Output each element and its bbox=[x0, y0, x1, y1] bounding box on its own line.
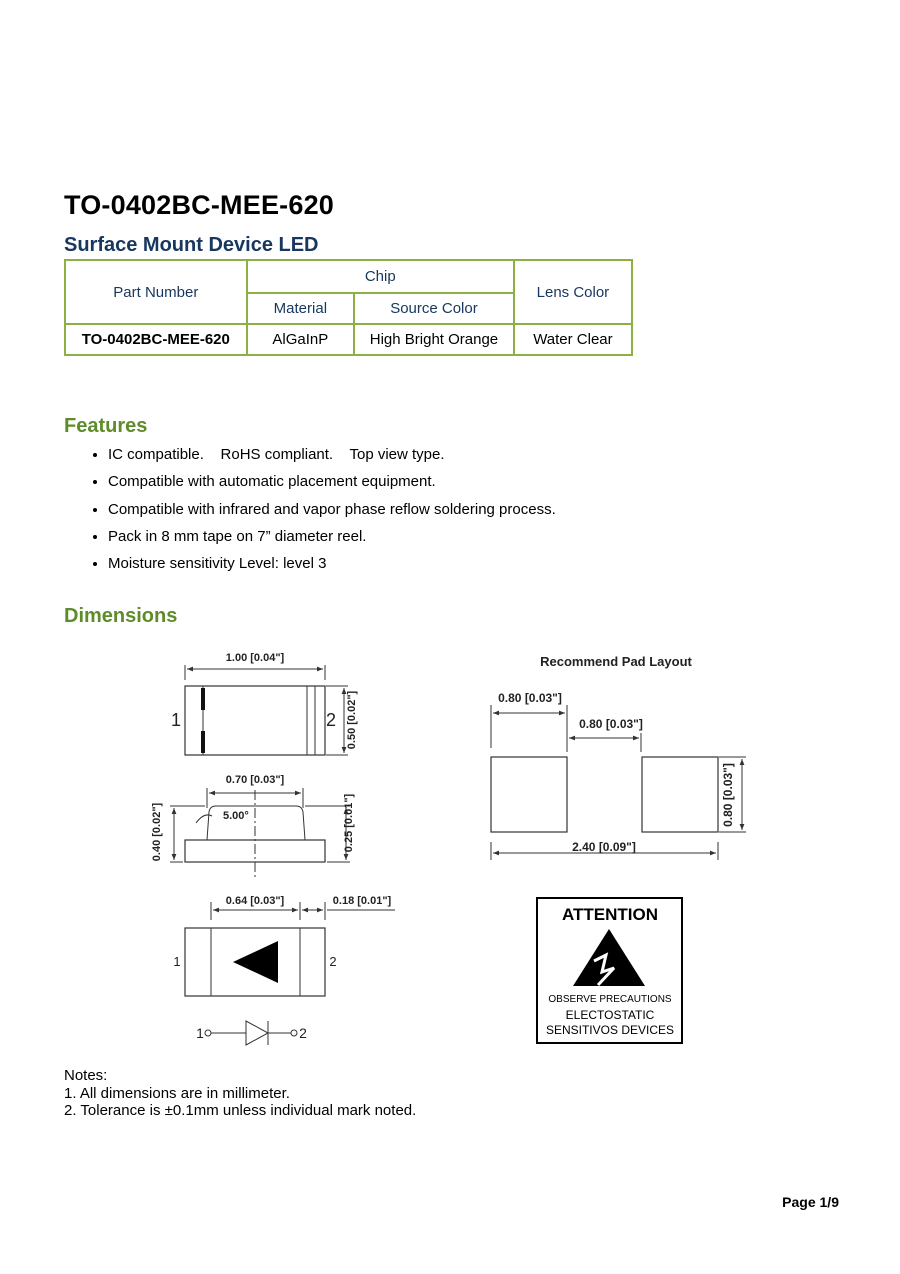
bottom-pin-left: 1 bbox=[173, 954, 181, 969]
list-item: • Compatible with automatic placement equipment. bbox=[108, 468, 556, 495]
pad-total-width-label: 2.40 [0.09"] bbox=[572, 840, 636, 854]
top-width-label: 1.00 [0.04"] bbox=[225, 652, 285, 664]
page-number: Page 1/9 bbox=[782, 1194, 839, 1210]
esd-line-2: ELECTOSTATIC bbox=[565, 1008, 655, 1022]
notes-heading: Notes: bbox=[64, 1067, 108, 1084]
symbol-pin-left: 1 bbox=[196, 1025, 204, 1041]
symbol-pin-right: 2 bbox=[299, 1025, 307, 1041]
dimensions-heading: Dimensions bbox=[64, 605, 178, 627]
bottom-view-drawing bbox=[185, 902, 395, 996]
esd-line-1: OBSERVE PRECAUTIONS bbox=[548, 994, 672, 1005]
pad-width-label: 0.80 [0.03"] bbox=[498, 691, 562, 705]
list-item: • Moisture sensitivity Level: level 3 bbox=[108, 550, 556, 577]
side-view-drawing bbox=[170, 788, 350, 880]
side-total-height-label: 0.40 [0.02"] bbox=[151, 802, 163, 862]
source-color-header: Source Color bbox=[354, 293, 514, 324]
pad-gap-label: 0.80 [0.03"] bbox=[579, 717, 643, 731]
diode-symbol bbox=[205, 1021, 297, 1045]
lens-color-cell: Water Clear bbox=[514, 324, 632, 355]
bottom-end-width-label: 0.18 [0.01"] bbox=[332, 895, 392, 907]
chip-header: Chip bbox=[247, 260, 514, 293]
document-subtitle: Surface Mount Device LED bbox=[64, 234, 319, 256]
side-base-height-label: 0.25 [0.01"] bbox=[343, 793, 355, 853]
list-item: • Compatible with infrared and vapor phase reflow soldering process. bbox=[108, 496, 556, 523]
note-item: 2. Tolerance is ±0.1mm unless individual mark noted. bbox=[64, 1102, 417, 1119]
part-number-header: Part Number bbox=[65, 260, 247, 324]
material-header: Material bbox=[247, 293, 354, 324]
lens-color-header: Lens Color bbox=[514, 260, 632, 324]
source-color-cell: High Bright Orange bbox=[354, 324, 514, 355]
notes-section bbox=[64, 1067, 416, 1120]
features-heading: Features bbox=[64, 415, 148, 437]
list-item: • IC compatible. RoHS compliant. Top view type. bbox=[108, 441, 556, 468]
esd-warning-icon bbox=[573, 929, 645, 986]
top-view-drawing bbox=[185, 665, 348, 755]
part-number-cell: TO-0402BC-MEE-620 bbox=[65, 324, 247, 355]
bottom-pin-right: 2 bbox=[329, 954, 337, 969]
pad-layout-title: Recommend Pad Layout bbox=[540, 654, 692, 669]
top-pin-left: 1 bbox=[170, 710, 182, 730]
note-item: 1. All dimensions are in millimeter. bbox=[64, 1084, 290, 1102]
esd-line-3: SENSITIVOS DEVICES bbox=[545, 1023, 675, 1037]
list-item: • Pack in 8 mm tape on 7” diameter reel. bbox=[108, 523, 556, 550]
side-top-width-label: 0.70 [0.03"] bbox=[225, 774, 285, 786]
bottom-pad-width-label: 0.64 [0.03"] bbox=[225, 895, 285, 907]
side-angle-label: 5.00° bbox=[223, 810, 249, 822]
pad-height-label: 0.80 [0.03"] bbox=[721, 763, 735, 827]
top-pin-right: 2 bbox=[325, 710, 337, 730]
material-cell: AlGaInP bbox=[247, 324, 354, 355]
esd-heading: ATTENTION bbox=[561, 905, 659, 924]
top-height-label: 0.50 [0.02"] bbox=[346, 690, 358, 750]
document-title: TO-0402BC-MEE-620 bbox=[64, 190, 334, 220]
